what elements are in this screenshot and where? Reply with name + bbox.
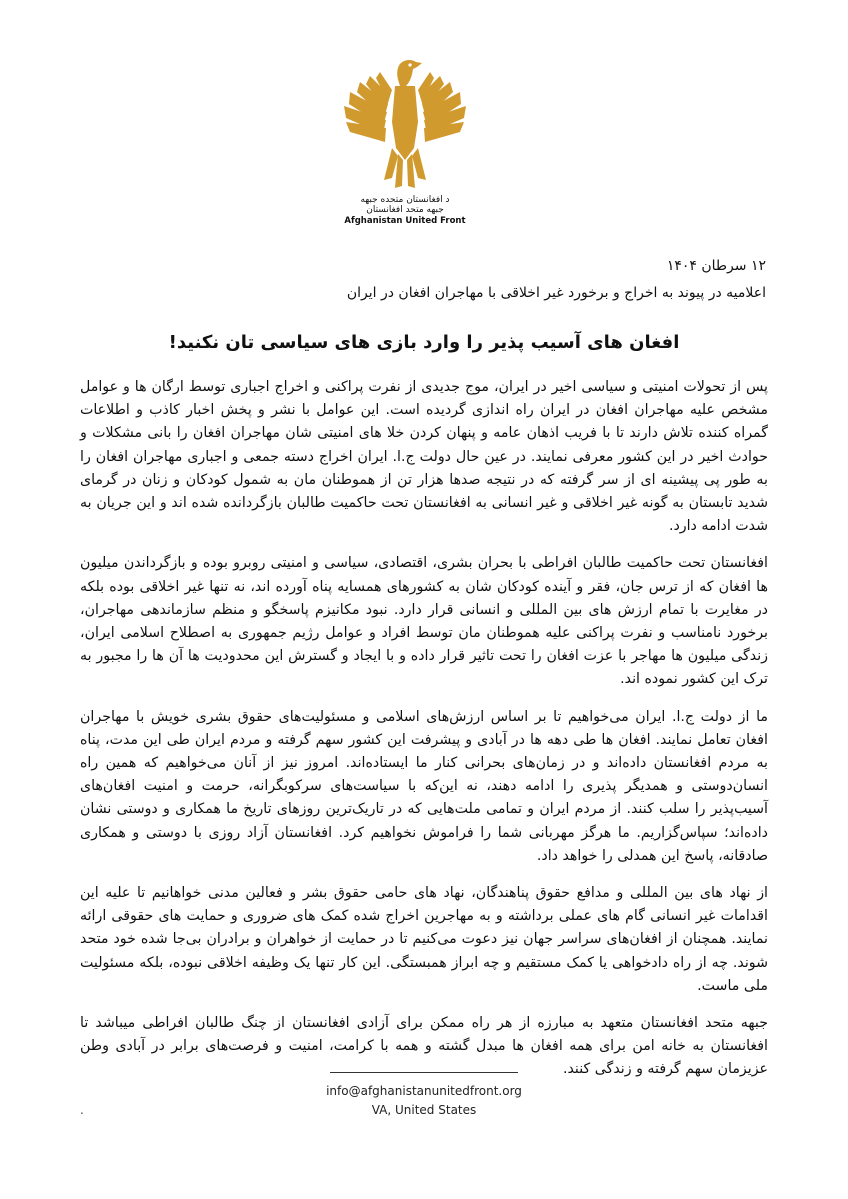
document-date: ۱۲ سرطان ۱۴۰۴ [666, 258, 766, 274]
paragraph-2: افغانستان تحت حاکمیت طالبان افراطی با بحران بشری، اقتصادی، سیاسی و امنیتی روبرو بوده و بازگرداندن میلیون ها افغان که از ترس جان، فقر و آینده کودکان شان به کشورهای همسایه پناه آورده اند، نه تنها غیر اخلاقی بوده بلکه در مغایرت با تمام ارزش های بین المللی و انسانی قرار دارد. نبود مکانیزم پاسخگو و منظم سازماندهی مهاجران، برخورد نامناسب و نفرت پراکنی علیه هموطنان مان توسط افراد و عوامل رژیم جمهوری به اصطلاح اسلامی ایران، زندگی میلیون ها مهاجر با عزت افغان را تحت تاثیر قرار داده و با ایجاد و گسترش این محدودیت ها آن ها را مجبور به ترک این کشور نموده اند. [80, 555, 768, 688]
paragraph-3: ما از دولت ج.ا. ایران می‌خواهیم تا بر اساس ارزش‌های اسلامی و مسئولیت‌های حقوق بشری خویش با مهاجران افغان تعامل نمایند. افغان ها طی دهه ها در آبادی و پیشرفت این کشور سهم گرفته و مردم ایران طی این مدت، پناه به مردم افغانستان داده‌اند و در زمان‌های بحرانی کنار ما ایستاده‌اند. امروز نیز از آنان می‌خواهیم که همین راه انسان‌دوستی و همدیگر پذیری را ادامه دهند، نه این‌که با سیاست‌های سرکوبگرانه، حرمت و امنیت افغان‌های آسیب‌پذیر را سلب کنند. از مردم ایران و تمامی ملت‌هایی که در تاریک‌ترین روزهای تاریخ ما همکاری و دوستی نشان داده‌اند؛ سپاس‌گزاریم. ما هرگز مهربانی شما را فراموش نخواهیم کرد. افغانستان آزاد روزی با دوستی و همکاری صادقانه، پاسخ این همدلی را خواهد داد. [80, 708, 768, 864]
organization-logo [340, 52, 470, 227]
org-name-english: Afghanistan United Front [344, 216, 466, 226]
footer-location: VA, United States [371, 1103, 477, 1117]
document-subject: اعلامیه در پیوند به اخراج و برخورد غیر اخلاقی با مهاجران افغان در ایران [346, 285, 766, 301]
footer-email: info@afghanistanunitedfront.org [326, 1084, 522, 1098]
page-title: افغان های آسیب پذیر را وارد بازی های سیاسی تان نکنید! [168, 332, 680, 353]
org-name-dari: جبهه متحد افغانستان [366, 205, 444, 215]
footer-divider [330, 1072, 518, 1073]
paragraph-5: جبهه متحد افغانستان متعهد به مبارزه از هر راه ممکن برای آزادی افغانستان از چنگ طالبان افراطی میباشد تا افغانستان به خانه امن برای همه افغان ها مبدل گشته و همه با کرامت، امنیت و فرصت‌های برابر در آبادی وطن عزیزمان سهم گرفته و زندگی کنند. [80, 1015, 768, 1078]
org-name-pashto: د افغانستان متحده جبهه [360, 195, 450, 205]
paragraph-1: پس از تحولات امنیتی و سیاسی اخیر در ایران، موج جدیدی از نفرت پراکنی و اخراج اجباری توسط ارگان ها و عوامل مشخص علیه مهاجران افغان در ایران راه اندازی گردیده است. این عوامل با نشر و پخش اخبار کاذب و اطلاعات گمراه کننده تلاش دارند تا با فریب اذهان عامه و پنهان کردن خلا های امنیتی شان مهاجران افغان را بانی مشکلات و حوادث اخیر در این کشور معرفی نمایند. در عین حال دولت ج.ا. ایران اخراج دسته جمعی و اجباری مهاجران افغان را به طور پی پیشینه ای از سر گرفته که در نتیجه صدها هزار تن از هموطنان مان به شمول کودکان و زنان در گرمای شدید تابستان به گونه غیر اخلاقی و غیر انسانی به افغانستان تحت حاکمیت طالبان بازگردانده شده اند و این جریان به شدت ادامه دارد. [80, 379, 768, 535]
document-body [80, 376, 768, 1096]
corner-mark: . [80, 1103, 84, 1117]
paragraph-4: از نهاد های بین المللی و مدافع حقوق پناهندگان، نهاد های حامی حقوق بشر و فعالین مدنی خواهانیم تا علیه این اقدامات غیر انسانی گام های عملی برداشته و به مهاجرین اخراج شده کمک های ضروری و حمایت های حقوقی ارائه نمایند. همچنان از افغان‌های سراسر جهان نیز دعوت می‌کنیم تا در حمایت از خواهران و برادران بی‌جا شده خود متحد شوند. چه از راه دادخواهی یا کمک مستقیم و چه ابراز همبستگی. این کار تنها یک وظیفه اخلاقی نبوده، بلکه مسئولیت ملی ماست. [80, 885, 768, 994]
eagle-emblem-icon [340, 52, 470, 192]
